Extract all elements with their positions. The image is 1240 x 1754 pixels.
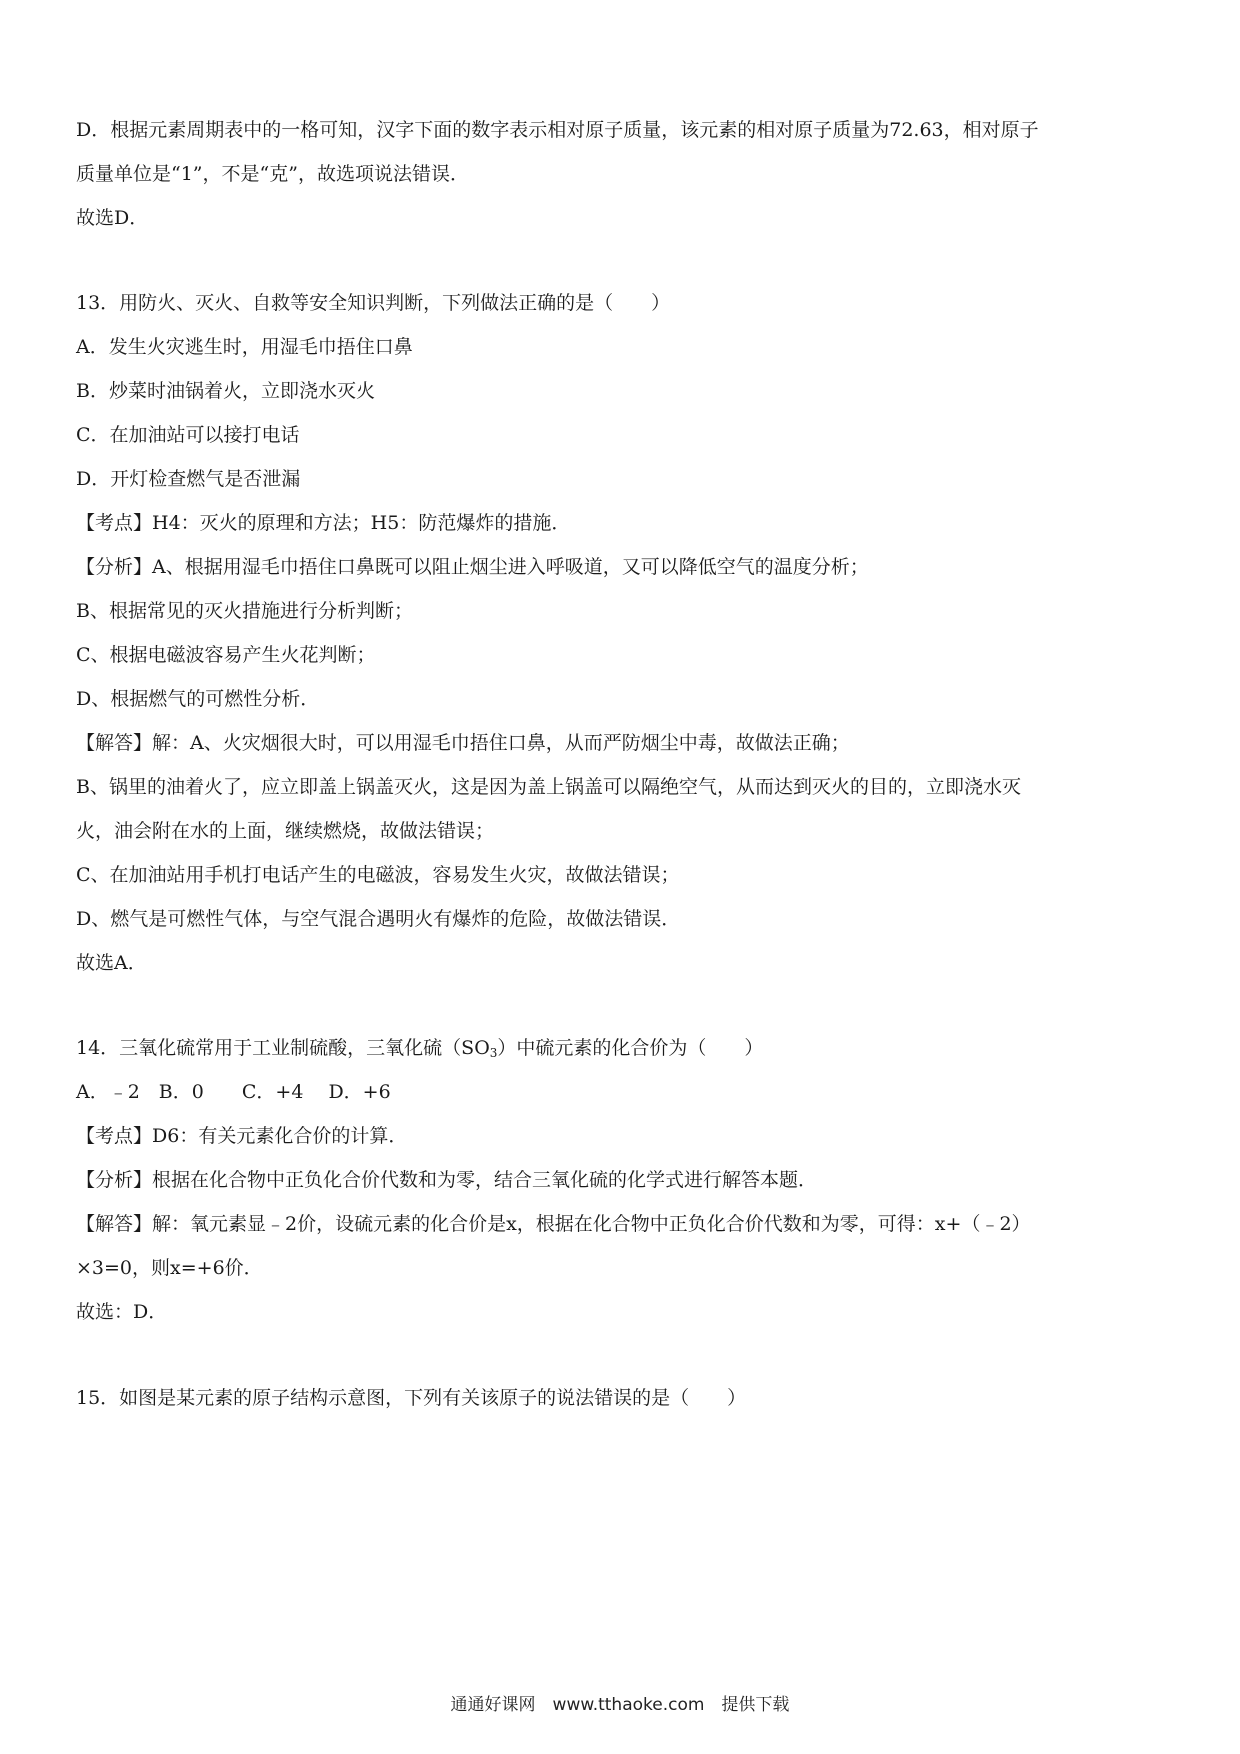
q14-stem-after: ）中硫元素的化合价为（ ） — [497, 1037, 764, 1059]
page-footer: 通通好课网 www.tthaoke.com 提供下载 — [450, 1695, 790, 1715]
q13-option-d: D．开灯检查燃气是否泄漏 — [76, 468, 301, 490]
q13-option-c: C．在加油站可以接打电话 — [76, 424, 300, 446]
q13-fenxi-2: B、根据常见的灭火措施进行分析判断； — [76, 600, 413, 622]
prev-answer-line-2: 质量单位是“1”，不是“克”，故选项说法错误． — [76, 163, 469, 185]
q14-jieda-1: 【解答】解：氧元素显﹣2价，设硫元素的化合价是x，根据在化合物中正负化合价代数和为零，可得：x+（﹣2） — [76, 1213, 1031, 1235]
q13-jieda-4: C、在加油站用手机打电话产生的电磁波，容易发生火灾，故做法错误； — [76, 864, 680, 886]
q13-option-b: B．炒菜时油锅着火，立即浇水灭火 — [76, 380, 375, 402]
q14-options: A．﹣2 B．0 C．+4 D．+6 — [76, 1081, 391, 1103]
q14-kaodian: 【考点】D6：有关元素化合价的计算． — [76, 1125, 408, 1147]
q13-jieda-3: 火，油会附在水的上面，继续燃烧，故做法错误； — [76, 820, 495, 842]
q14-stem — [76, 1036, 1176, 1060]
q13-jieda-1: 【解答】解：A、火灾烟很大时，可以用湿毛巾捂住口鼻，从而严防烟尘中毒，故做法正确； — [76, 732, 850, 754]
q13-fenxi-3: C、根据电磁波容易产生火花判断； — [76, 644, 376, 666]
q14-stem-subscript: 3 — [489, 1046, 498, 1060]
q13-kaodian: 【考点】H4：灭火的原理和方法；H5：防范爆炸的措施． — [76, 512, 571, 534]
q13-conclusion: 故选A． — [76, 952, 147, 974]
q13-option-a: A．发生火灾逃生时，用湿毛巾捂住口鼻 — [76, 336, 413, 358]
q14-stem-before: 14．三氧化硫常用于工业制硫酸，三氧化硫（SO — [76, 1037, 490, 1059]
q15-stem: 15．如图是某元素的原子结构示意图，下列有关该原子的说法错误的是（ ） — [76, 1387, 747, 1409]
prev-answer-line-1: D．根据元素周期表中的一格可知，汉字下面的数字表示相对原子质量，该元素的相对原子质量为72.63，相对原子 — [76, 119, 1039, 141]
q13-jieda-2: B、锅里的油着火了，应立即盖上锅盖灭火，这是因为盖上锅盖可以隔绝空气，从而达到灭火的目的，立即浇水灭 — [76, 776, 1021, 798]
q14-jieda-2: ×3=0，则x=+6价． — [76, 1257, 263, 1279]
q13-fenxi-1: 【分析】A、根据用湿毛巾捂住口鼻既可以阻止烟尘进入呼吸道，又可以降低空气的温度分析； — [76, 556, 869, 578]
prev-answer-conclusion: 故选D． — [76, 207, 149, 229]
q13-jieda-5: D、燃气是可燃性气体，与空气混合遇明火有爆炸的危险，故做法错误． — [76, 908, 681, 930]
q14-fenxi: 【分析】根据在化合物中正负化合价代数和为零，结合三氧化硫的化学式进行解答本题． — [76, 1169, 818, 1191]
q13-stem: 13．用防火、灭火、自救等安全知识判断，下列做法正确的是（ ） — [76, 292, 671, 314]
q14-conclusion: 故选：D． — [76, 1301, 168, 1323]
q13-fenxi-4: D、根据燃气的可燃性分析． — [76, 688, 320, 710]
